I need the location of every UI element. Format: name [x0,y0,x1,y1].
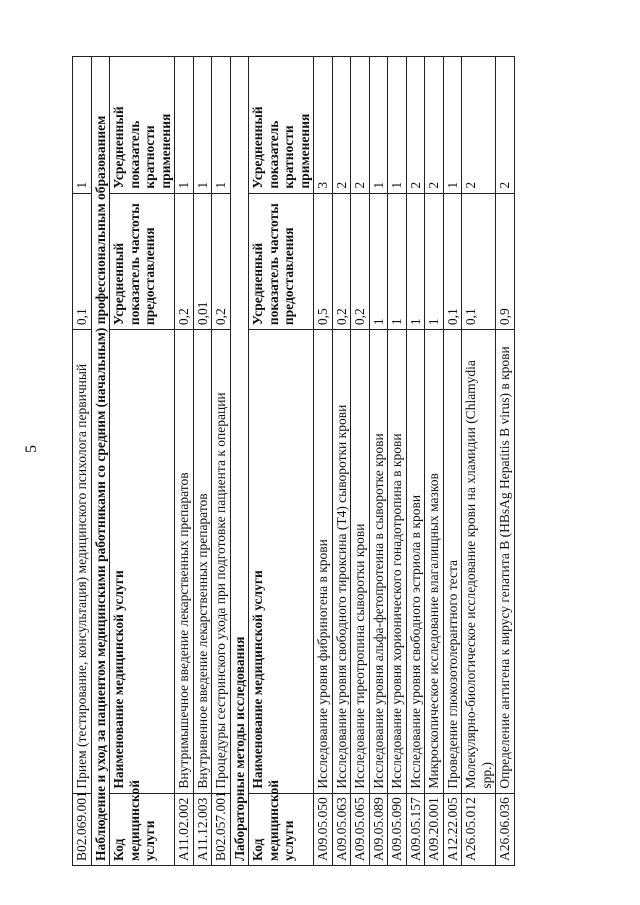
frequency-value: 0,1 [462,193,496,330]
service-code: A11.02.002 [175,793,194,865]
frequency-value: 0,1 [73,193,92,330]
frequency-value: 1 [388,193,407,330]
frequency-value: 0,2 [212,193,231,330]
header-code: Код медицинской услуги [249,793,314,865]
frequency-value: 0,2 [351,193,370,330]
header-multiplicity: Усредненный показатель кратности применения [249,57,314,194]
service-code: A26.06.036 [496,793,515,865]
table-row [388,57,407,866]
header-multiplicity: Усредненный показатель кратности применения [110,57,175,194]
table-row [425,57,444,866]
header-name: Наименование медицинской услуги [110,330,175,793]
page-number: 5 [23,445,40,453]
service-name: Исследование уровня хорионического гонадотропина в крови [388,330,407,793]
table-row [443,57,462,866]
service-code: A09.05.065 [351,793,370,865]
service-code: A09.05.089 [369,793,388,865]
multiplicity-value: 1 [73,57,92,194]
header-code: Код медицинской услуги [110,793,175,865]
table-row [175,57,194,866]
service-code: A12.22.005 [443,793,462,865]
frequency-value: 0,1 [443,193,462,330]
multiplicity-value: 1 [175,57,194,194]
service-name: Исследование уровня фибриногена в крови [314,330,333,793]
service-code: A26.05.012 [462,793,496,865]
table-row [462,57,496,866]
multiplicity-value: 2 [425,57,444,194]
multiplicity-value: 1 [193,57,212,194]
table-row [314,57,333,866]
table-row [73,57,92,866]
multiplicity-value: 3 [314,57,333,194]
service-code: B02.057.001 [212,793,231,865]
header-frequency: Усредненный показатель частоты предоставления [110,193,175,330]
frequency-value: 1 [369,193,388,330]
multiplicity-value: 1 [443,57,462,194]
frequency-value: 0,2 [332,193,351,330]
multiplicity-value: 2 [462,57,496,194]
service-code: A09.05.157 [406,793,425,865]
frequency-value: 0,01 [193,193,212,330]
service-name: Определение антигена к вирусу гепатита B (HBsAg Hepatitis B virus) в крови [496,330,515,793]
services-table [72,56,515,866]
service-code: B02.069.001 [73,793,92,865]
service-name: Процедуры сестринского ухода при подготовке пациента к операции [212,330,231,793]
service-name: Проведение глюкозотолерантного теста [443,330,462,793]
frequency-value: 1 [425,193,444,330]
section-title: Лабораторные методы исследования [230,57,249,866]
service-name: Исследование уровня свободного эстриола в крови [406,330,425,793]
rotated-document-sheet [72,56,572,866]
service-name: Прием (тестирование, консультация) медицинского психолога первичный [73,330,92,793]
service-code: A09.05.050 [314,793,333,865]
section-title-row [91,57,110,866]
multiplicity-value: 2 [332,57,351,194]
service-name: Внутривенное введение лекарственных препаратов [193,330,212,793]
table-row [193,57,212,866]
table-row [212,57,231,866]
service-code: A09.05.063 [332,793,351,865]
service-name: Исследование уровня свободного тироксина (T4) сыворотки крови [332,330,351,793]
table-row [332,57,351,866]
table-row [369,57,388,866]
frequency-value: 0,9 [496,193,515,330]
service-name: Микроскопическое исследование влагалищных мазков [425,330,444,793]
service-name: Исследование тиреотропина сыворотки крови [351,330,370,793]
table-row [406,57,425,866]
service-code: A11.12.003 [193,793,212,865]
service-code: A09.20.001 [425,793,444,865]
service-name: Внутримышечное введение лекарственных препаратов [175,330,194,793]
service-code: A09.05.090 [388,793,407,865]
header-row [249,57,314,866]
table-row [351,57,370,866]
multiplicity-value: 1 [388,57,407,194]
multiplicity-value: 2 [406,57,425,194]
frequency-value: 0,5 [314,193,333,330]
table-row [496,57,515,866]
multiplicity-value: 1 [212,57,231,194]
multiplicity-value: 2 [351,57,370,194]
service-name: Исследование уровня альфа-фетопротеина в сыворотке крови [369,330,388,793]
section-title: Наблюдение и уход за пациентом медицинскими работниками со средним (начальным) профессиональным образованием [91,57,110,866]
frequency-value: 0,2 [175,193,194,330]
multiplicity-value: 2 [496,57,515,194]
frequency-value: 1 [406,193,425,330]
header-row [110,57,175,866]
service-name: Молекулярно-биологическое исследование крови на хламидии (Chlamydia spp.) [462,330,496,793]
multiplicity-value: 1 [369,57,388,194]
header-name: Наименование медицинской услуги [249,330,314,793]
header-frequency: Усредненный показатель частоты предоставления [249,193,314,330]
section-title-row [230,57,249,866]
